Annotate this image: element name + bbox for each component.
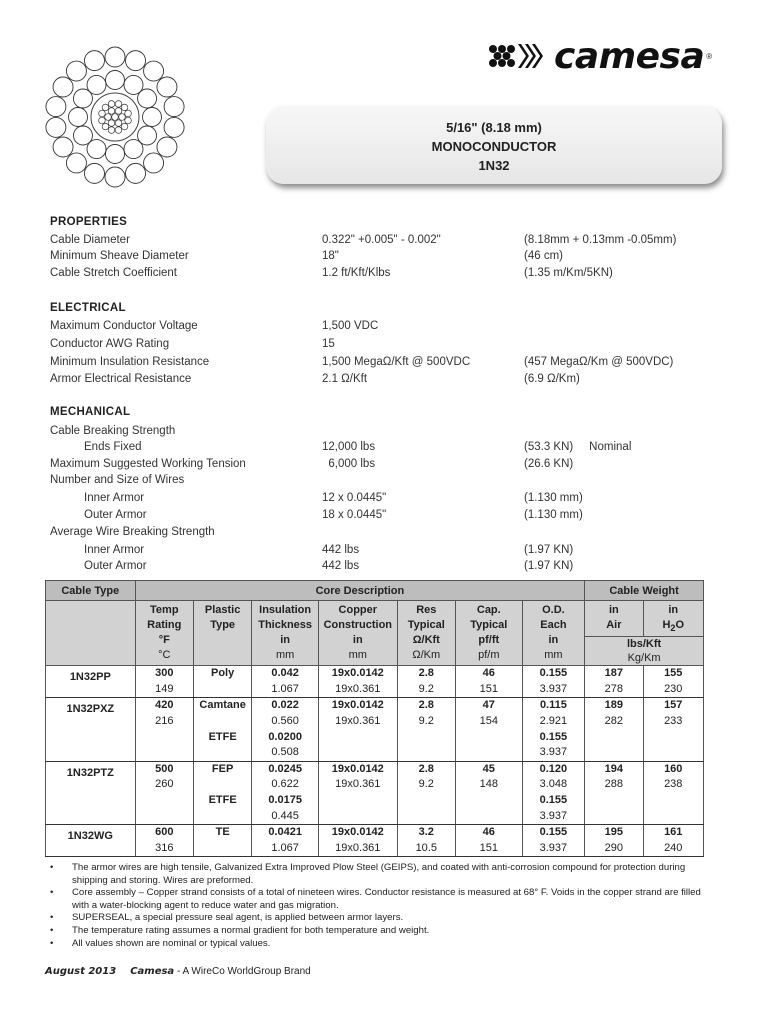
cell-value: 187 [604, 667, 623, 680]
table-row [46, 761, 704, 824]
capacitance-cell [455, 698, 522, 761]
cell-value: 0.155 [539, 730, 568, 743]
outer-armor-wire [144, 61, 164, 81]
inner-armor-wire [143, 108, 162, 127]
header-plastic-type: Plastic Type [193, 601, 251, 666]
cell-value: 3.2 [418, 826, 434, 839]
mechanical-heading: MECHANICAL [50, 406, 131, 418]
property-metric-value: (46 cm) [524, 250, 563, 262]
inner-armor-wire [87, 75, 106, 94]
header-copper-construction: Copper Construction in mm [318, 601, 397, 666]
cell-value: 260 [155, 778, 174, 791]
insulation-cell [252, 825, 319, 857]
outer-armor-wire [84, 51, 104, 71]
cell-value: 155 [664, 667, 683, 680]
cell-value: 238 [664, 778, 683, 791]
weight-water-cell [643, 666, 704, 698]
cell-value: 3.937 [539, 746, 568, 759]
cell-value: 19x0.361 [335, 841, 381, 854]
cell-value: 2.8 [418, 762, 434, 775]
copper-strand-wire [115, 101, 122, 108]
cell-value: 3.937 [539, 682, 568, 695]
copper-strand [99, 101, 132, 134]
cell-value: 19x0.0142 [331, 667, 384, 680]
header-blank [46, 601, 136, 666]
cell-value: 600 [155, 826, 174, 839]
copper-cell [318, 825, 397, 857]
mechanical-label: Maximum Suggested Working Tension [50, 458, 246, 470]
title-size: 5/16" (8.18 mm) [446, 120, 542, 135]
cell-value: 19x0.0142 [331, 762, 384, 775]
copper-strand-wire [108, 127, 115, 134]
outer-armor-wire [66, 153, 86, 173]
cell-value: 0.445 [271, 809, 299, 822]
electrical-label: Armor Electrical Resistance [50, 373, 192, 385]
cell-value: 0.560 [271, 714, 299, 727]
property-metric-value: (8.18mm + 0.13mm -0.05mm) [524, 234, 677, 246]
cell-value: 240 [664, 841, 683, 854]
copper-strand-wire [99, 110, 106, 117]
copper-strand-wire [105, 114, 112, 121]
electrical-heading: ELECTRICAL [50, 302, 126, 314]
outer-armor-wire [84, 163, 104, 183]
weight-water-cell [643, 825, 704, 857]
cable-cross-section-diagram [44, 46, 186, 188]
note-item: • The armor wires are high tensile, Galvanized Extra Improved Plow Steel (GEIPS), and coated with anti-corrosion compound for protection during shipping and storing. Wires are preformed. [50, 862, 710, 887]
copper-strand-wire [108, 120, 115, 127]
cell-value: 290 [604, 841, 623, 854]
cell-value: 0.508 [271, 746, 299, 759]
mechanical-metric-value: (53.3 KN) Nominal [524, 441, 632, 453]
cell-value: 9.2 [418, 682, 434, 695]
copper-strand-wire [112, 114, 119, 121]
mechanical-value: 442 lbs [322, 560, 360, 572]
electrical-label: Minimum Insulation Resistance [50, 356, 210, 368]
footer-brand: Camesa [130, 966, 175, 977]
temp-rating-cell [135, 666, 193, 698]
weight-air-cell [585, 825, 643, 857]
weight-water-cell [643, 698, 704, 761]
insulation-cell [252, 698, 319, 761]
cell-value: 19x0.0142 [331, 826, 384, 839]
cell-value: 0.0245 [268, 762, 302, 775]
mechanical-metric-value: (1.130 mm) [524, 492, 583, 504]
cell-value: 157 [664, 699, 683, 712]
outer-armor-wire [66, 61, 86, 81]
cell-value: TE [215, 826, 230, 839]
weight-water-cell [643, 761, 704, 824]
property-value: 0.322" +0.005" - 0.002" [322, 234, 441, 246]
cell-value: 194 [604, 762, 623, 775]
cell-value: 282 [604, 714, 623, 727]
mechanical-label: Average Wire Breaking Strength [50, 526, 215, 538]
temp-rating-cell [135, 761, 193, 824]
header-weight-in-air: in Air [585, 601, 643, 637]
cell-value: 233 [664, 714, 683, 727]
property-value: 18" [322, 250, 339, 262]
footer-tagline: - A WireCo WorldGroup Brand [174, 966, 311, 977]
outer-diameter-cell [522, 698, 585, 761]
resistance-cell [397, 666, 455, 698]
cell-value: 19x0.0142 [331, 699, 384, 712]
mechanical-label: Outer Armor [84, 560, 147, 572]
cell-value: 19x0.361 [335, 778, 381, 791]
insulation-cell [252, 761, 319, 824]
outer-armor-wire [164, 97, 184, 117]
copper-strand-wire [102, 123, 109, 130]
electrical-value: 1,500 MegaΩ/Kft @ 500VDC [322, 356, 471, 368]
mechanical-metric-value: (1.97 KN) [524, 544, 574, 556]
property-label: Cable Stretch Coefficient [50, 267, 177, 279]
outer-diameter-cell [522, 761, 585, 824]
copper-cell [318, 666, 397, 698]
table-row [46, 666, 704, 698]
cell-value: 45 [482, 762, 495, 775]
footer-date: August 2013 [45, 966, 117, 977]
plastic-type-cell [193, 698, 251, 761]
cell-value: 46 [482, 826, 495, 839]
cell-value: 278 [604, 682, 623, 695]
inner-armor-wire [106, 71, 125, 90]
cell-value: 2.8 [418, 667, 434, 680]
properties-heading: PROPERTIES [50, 216, 128, 228]
cell-value: 0.115 [539, 699, 567, 712]
copper-cell [318, 761, 397, 824]
cell-value: 0.155 [539, 793, 568, 806]
copper-strand-wire [119, 114, 126, 121]
mechanical-metric-value: (1.97 KN) [524, 560, 574, 572]
outer-armor-wire [53, 137, 73, 157]
plastic-type-cell [193, 825, 251, 857]
copper-strand-wire [115, 108, 122, 115]
electrical-label: Maximum Conductor Voltage [50, 320, 198, 332]
product-title-box [266, 106, 722, 184]
outer-armor-wire [53, 77, 73, 97]
cell-value: 0.120 [539, 762, 568, 775]
property-metric-value: (1.35 m/Km/5KN) [524, 267, 613, 279]
header-core-description: Core Description [135, 581, 585, 601]
cell-value: 300 [155, 667, 174, 680]
mechanical-label: Inner Armor [84, 492, 145, 504]
outer-armor-wire [164, 117, 184, 137]
outer-armor-wire [46, 97, 66, 117]
header-capacitance: Cap. Typical pf/ft pf/m [455, 601, 522, 666]
cell-value: 2.8 [418, 699, 434, 712]
cell-value: 46 [482, 667, 495, 680]
outer-diameter-cell [522, 666, 585, 698]
mechanical-value: 6,000 lbs [322, 458, 376, 470]
cell-value: 0.042 [271, 667, 299, 680]
header-outer-diameter: O.D. Each in mm [522, 601, 585, 666]
weight-air-cell [585, 666, 643, 698]
cell-value: 1N32PTZ [66, 766, 114, 779]
cell-value: 10.5 [415, 841, 437, 854]
copper-strand-wire [121, 123, 128, 130]
cell-value: 0.622 [271, 778, 299, 791]
copper-strand-wire [115, 120, 122, 127]
copper-strand-wire [108, 101, 115, 108]
camesa-logo-text: camesa [554, 35, 705, 77]
resistance-cell [397, 825, 455, 857]
cell-value: 0.155 [539, 667, 568, 680]
mechanical-label: Ends Fixed [84, 441, 142, 453]
cable-type-cell [46, 825, 136, 857]
cable-type-cell [46, 698, 136, 761]
cell-value: 154 [479, 714, 498, 727]
weight-air-cell [585, 698, 643, 761]
cell-value: ETFE [208, 730, 237, 743]
cell-value: 9.2 [418, 778, 434, 791]
resistance-cell [397, 698, 455, 761]
capacitance-cell [455, 825, 522, 857]
cell-value: 420 [155, 699, 174, 712]
outer-armor-wire [46, 117, 66, 137]
footer [45, 966, 311, 977]
cable-type-cell [46, 761, 136, 824]
cell-value: 1N32PXZ [66, 703, 115, 716]
cell-value: 288 [604, 778, 623, 791]
cell-value: 1N32WG [67, 830, 113, 843]
cell-value: 3.048 [539, 778, 568, 791]
copper-strand-wire [108, 108, 115, 115]
cable-type-cell [46, 666, 136, 698]
title-type: MONOCONDUCTOR [431, 139, 557, 154]
electrical-value: 1,500 VDC [322, 320, 379, 332]
cell-value: 148 [479, 778, 498, 791]
electrical-metric-value: (6.9 Ω/Km) [524, 373, 580, 385]
header-cable-type: Cable Type [46, 581, 136, 601]
electrical-value: 2.1 Ω/Kft [322, 373, 368, 385]
electrical-value: 15 [322, 338, 335, 350]
cell-value: 149 [155, 682, 174, 695]
cell-value: 0.0200 [268, 730, 302, 743]
mechanical-value: 12,000 lbs [322, 441, 376, 453]
cell-value: 47 [482, 699, 495, 712]
header-cable-weight: Cable Weight [585, 581, 704, 601]
camesa-logo [488, 34, 712, 78]
mechanical-value: 18 x 0.0445" [322, 509, 387, 521]
table-row [46, 825, 704, 857]
mechanical-value: 12 x 0.0445" [322, 492, 387, 504]
inner-armor-wire [106, 145, 125, 164]
note-item: • All values shown are nominal or typical values. [50, 938, 710, 951]
cell-value: Poly [211, 667, 235, 680]
inner-armor-wire [69, 108, 88, 127]
outer-armor-wire [157, 77, 177, 97]
cell-value: 9.2 [418, 714, 434, 727]
mechanical-metric-value: (26.6 KN) [524, 458, 574, 470]
cell-value: 1.067 [271, 841, 299, 854]
registered-mark: ® [706, 51, 713, 61]
electrical-metric-value: (457 MegaΩ/Km @ 500VDC) [524, 356, 674, 368]
cell-value: 151 [479, 682, 498, 695]
mechanical-label: Number and Size of Wires [50, 474, 185, 486]
cell-value: FEP [211, 762, 234, 775]
property-value: 1.2 ft/Kft/Klbs [322, 267, 391, 279]
header-temp-rating: Temp Rating °F °C [135, 601, 193, 666]
inner-armor-wire [138, 89, 157, 108]
outer-armor-wire [126, 163, 146, 183]
plastic-type-cell [193, 666, 251, 698]
cell-value: 3.937 [539, 841, 568, 854]
note-item: • Core assembly – Copper strand consists of a total of nineteen wires. Conductor resistance is measured at 68° F. Voids in the copper strand are filled with a water-blocking agent to reduce water and gas migration. [50, 887, 710, 912]
resistance-cell [397, 761, 455, 824]
cell-value: 160 [664, 762, 683, 775]
cell-value: 500 [155, 762, 174, 775]
outer-armor-wire [105, 47, 125, 67]
notes-list [50, 862, 710, 950]
inner-armor-wire [73, 126, 92, 145]
temp-rating-cell [135, 698, 193, 761]
camesa-logo-mark [488, 41, 548, 71]
cell-value: 316 [155, 841, 174, 854]
cell-value: 0.0175 [268, 793, 302, 806]
cell-value: 216 [155, 714, 174, 727]
header-resistance: Res Typical Ω/Kft Ω/Km [397, 601, 455, 666]
copper-strand-wire [102, 104, 109, 111]
copper-strand-wire [121, 104, 128, 111]
cell-value: 1N32PP [69, 671, 111, 684]
electrical-label: Conductor AWG Rating [50, 338, 170, 350]
cell-value: 19x0.361 [335, 714, 381, 727]
cell-value: 161 [664, 826, 683, 839]
capacitance-cell [455, 666, 522, 698]
mechanical-metric-value: (1.130 mm) [524, 509, 583, 521]
cell-value: 1.067 [271, 682, 299, 695]
cell-value: 3.937 [539, 809, 568, 822]
mechanical-label: Outer Armor [84, 509, 147, 521]
table-row [46, 698, 704, 761]
cell-value: 230 [664, 682, 683, 695]
cell-value: 195 [604, 826, 623, 839]
cell-value: 19x0.361 [335, 682, 381, 695]
outer-armor-wire [144, 153, 164, 173]
plastic-type-cell [193, 761, 251, 824]
cell-value: 0.155 [539, 826, 568, 839]
cable-spec-table [45, 580, 704, 857]
cell-value: 2.921 [539, 714, 568, 727]
cell-value: Camtane [199, 699, 246, 712]
mechanical-value: 442 lbs [322, 544, 360, 556]
copper-strand-wire [115, 127, 122, 134]
header-weight-units: lbs/Kft Kg/Km [585, 637, 704, 666]
copper-strand-wire [99, 117, 106, 124]
capacitance-cell [455, 761, 522, 824]
cell-value: 151 [479, 841, 498, 854]
temp-rating-cell [135, 825, 193, 857]
property-label: Minimum Sheave Diameter [50, 250, 189, 262]
mechanical-label: Cable Breaking Strength [50, 425, 176, 437]
mechanical-label: Inner Armor [84, 544, 145, 556]
insulation-cell [252, 666, 319, 698]
outer-diameter-cell [522, 825, 585, 857]
title-model: 1N32 [478, 158, 510, 173]
copper-strand-wire [125, 117, 132, 124]
property-label: Cable Diameter [50, 234, 130, 246]
outer-armor-wire [157, 137, 177, 157]
note-item: • The temperature rating assumes a normal gradient for both temperature and weight. [50, 925, 710, 938]
weight-air-cell [585, 761, 643, 824]
cell-value: 189 [604, 699, 623, 712]
cell-value: 0.022 [271, 699, 299, 712]
outer-armor-wire [126, 51, 146, 71]
copper-strand-wire [125, 110, 132, 117]
copper-cell [318, 698, 397, 761]
header-insulation-thickness: Insulation Thickness in mm [252, 601, 319, 666]
header-weight-in-water: in $H_2O$ [643, 601, 704, 637]
cell-value: 0.0421 [268, 826, 302, 839]
outer-armor-wire [105, 167, 125, 187]
inner-armor-wire [124, 140, 143, 159]
cell-value: ETFE [208, 793, 237, 806]
note-item: • SUPERSEAL, a special pressure seal agent, is applied between armor layers. [50, 912, 710, 925]
